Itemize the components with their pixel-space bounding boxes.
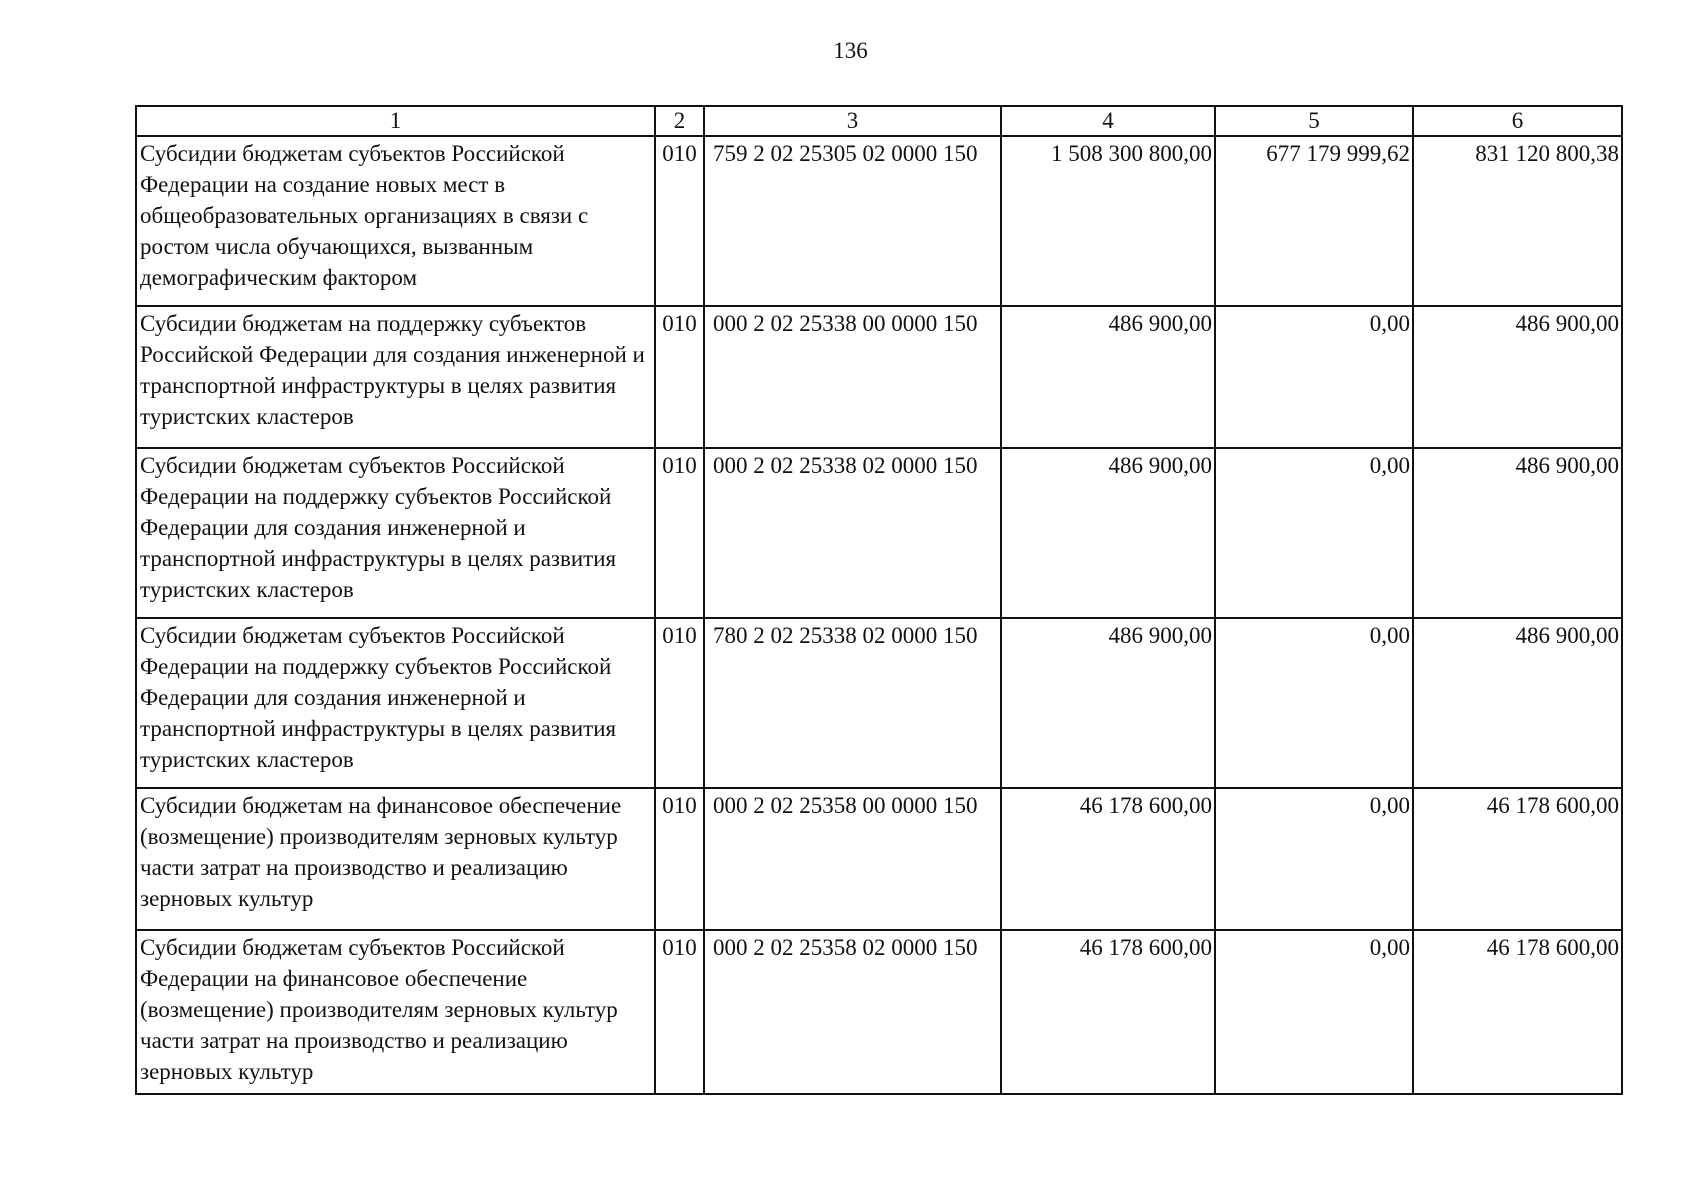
row-value-col4: 46 178 600,00 <box>1001 930 1215 1094</box>
column-header-2: 2 <box>655 106 704 136</box>
row-value-col5: 677 179 999,62 <box>1215 136 1413 306</box>
row-name: Субсидии бюджетам на поддержку субъектов Российской Федерации для создания инженерной и транспортной инфраструктуры в целях развития туристских кластеров <box>136 306 655 448</box>
row-classification-code: 759 2 02 25305 02 0000 150 <box>704 136 1001 306</box>
row-value-col5: 0,00 <box>1215 788 1413 930</box>
row-classification-code: 000 2 02 25338 00 0000 150 <box>704 306 1001 448</box>
row-classification-code: 000 2 02 25338 02 0000 150 <box>704 448 1001 618</box>
row-value-col4: 486 900,00 <box>1001 306 1215 448</box>
table-row <box>136 930 1622 1094</box>
table-row <box>136 788 1622 930</box>
row-line-code: 010 <box>655 930 704 1094</box>
row-name: Субсидии бюджетам на финансовое обеспечение (возмещение) производителям зерновых культур части затрат на производство и реализацию зерновых культур <box>136 788 655 930</box>
row-value-col4: 486 900,00 <box>1001 448 1215 618</box>
budget-table <box>135 105 1623 1095</box>
row-name: Субсидии бюджетам субъектов Российской Федерации на финансовое обеспечение (возмещение) производителям зерновых культур части затрат на производство и реализацию зерновых культур <box>136 930 655 1094</box>
row-line-code: 010 <box>655 136 704 306</box>
row-value-col6: 486 900,00 <box>1413 306 1622 448</box>
row-value-col5: 0,00 <box>1215 448 1413 618</box>
row-line-code: 010 <box>655 618 704 788</box>
column-header-1: 1 <box>136 106 655 136</box>
header-row <box>136 106 1622 136</box>
row-value-col4: 486 900,00 <box>1001 618 1215 788</box>
column-header-3: 3 <box>704 106 1001 136</box>
row-classification-code: 000 2 02 25358 00 0000 150 <box>704 788 1001 930</box>
column-header-4: 4 <box>1001 106 1215 136</box>
row-value-col6: 486 900,00 <box>1413 618 1622 788</box>
page-number: 136 <box>833 38 868 63</box>
row-value-col6: 486 900,00 <box>1413 448 1622 618</box>
table-row <box>136 136 1622 306</box>
table-row <box>136 618 1622 788</box>
row-value-col4: 46 178 600,00 <box>1001 788 1215 930</box>
row-line-code: 010 <box>655 788 704 930</box>
row-value-col5: 0,00 <box>1215 618 1413 788</box>
column-header-6: 6 <box>1413 106 1622 136</box>
row-value-col4: 1 508 300 800,00 <box>1001 136 1215 306</box>
column-header-5: 5 <box>1215 106 1413 136</box>
row-name: Субсидии бюджетам субъектов Российской Федерации на создание новых мест в общеобразовательных организациях в связи с ростом числа обучающихся, вызванным демографическим фактором <box>136 136 655 306</box>
row-value-col6: 831 120 800,38 <box>1413 136 1622 306</box>
row-value-col5: 0,00 <box>1215 930 1413 1094</box>
row-name: Субсидии бюджетам субъектов Российской Федерации на поддержку субъектов Российской Федерации для создания инженерной и транспортной инфраструктуры в целях развития туристских кластеров <box>136 618 655 788</box>
row-line-code: 010 <box>655 306 704 448</box>
table-header <box>136 106 1622 136</box>
row-value-col5: 0,00 <box>1215 306 1413 448</box>
row-value-col6: 46 178 600,00 <box>1413 788 1622 930</box>
table-body <box>136 136 1622 1094</box>
row-line-code: 010 <box>655 448 704 618</box>
row-classification-code: 000 2 02 25358 02 0000 150 <box>704 930 1001 1094</box>
row-classification-code: 780 2 02 25338 02 0000 150 <box>704 618 1001 788</box>
row-value-col6: 46 178 600,00 <box>1413 930 1622 1094</box>
table-row <box>136 306 1622 448</box>
row-name: Субсидии бюджетам субъектов Российской Федерации на поддержку субъектов Российской Федерации для создания инженерной и транспортной инфраструктуры в целях развития туристских кластеров <box>136 448 655 618</box>
table-row <box>136 448 1622 618</box>
